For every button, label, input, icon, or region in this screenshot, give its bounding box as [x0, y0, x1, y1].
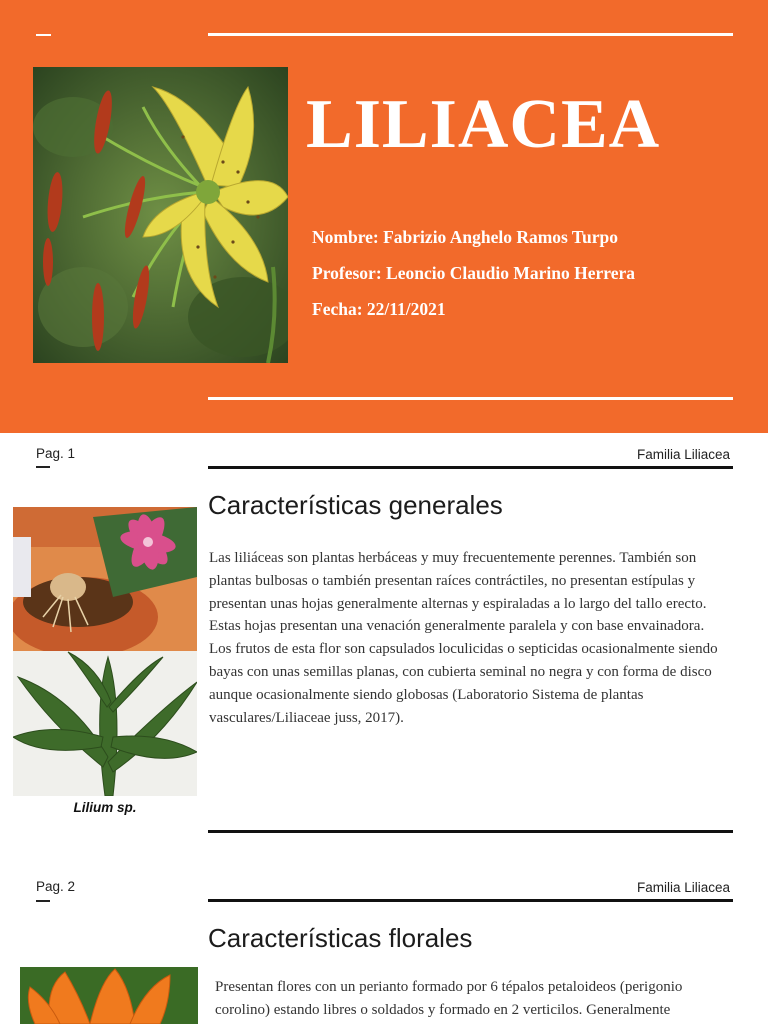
cover-title: LILIACEA [306, 86, 661, 163]
cover-dash [36, 34, 51, 36]
date: Fecha: 22/11/2021 [312, 299, 446, 319]
lily-collage-photo [13, 507, 197, 796]
page-1-header-rule [208, 466, 733, 469]
body-paragraph-florales: Presentan flores con un perianto formado por 6 tépalos petaloideos (perigonio corolino) estando libres o soldados y formado en 2 verticilos. Generalmente [215, 979, 683, 1018]
section-heading-florales: Características florales [208, 923, 473, 953]
orange-tulip-illustration [20, 967, 198, 1024]
page-1-family-label: Familia Liliacea [636, 447, 730, 462]
photo-caption: Lilium sp. [73, 800, 137, 815]
page-2-label: Pag. 2 [36, 879, 76, 894]
professor-name: Profesor: Leoncio Claudio Marino Herrera [312, 263, 636, 283]
yellow-lily-illustration [33, 67, 288, 363]
page-2-header-rule [208, 899, 733, 902]
section-heading-generales: Características generales [208, 490, 503, 520]
page-1-footer-rule [208, 830, 733, 833]
orange-tulip-photo [20, 967, 198, 1024]
cover-banner [0, 0, 768, 433]
page-2-family-label: Familia Liliacea [636, 880, 730, 895]
lilium-collage-illustration [13, 507, 197, 796]
author-name: Nombre: Fabrizio Anghelo Ramos Turpo [312, 227, 618, 247]
cover-bottom-rule [208, 397, 733, 400]
cover-lily-photo [33, 67, 288, 363]
page-2-tick [36, 900, 50, 902]
body-paragraph-generales: Las liliáceas son plantas herbáceas y muy frecuentemente perennes. También son plantas bulbosas o también presentan raíces contráctiles, no presentan estípulas y presentan unas hojas generalmente alternas y espiraladas a lo largo del tallo erecto. Estas hojas presentan una venación generalmente paralela y con base envainadora. Los frutos de esta flor son capsulados loculicidas o septicidas ocasionalmente siendo bayas con unas semillas planas, con cubierta seminal no negra y con forma de disco aunque ocasionalmente siendo globosas (Laboratorio Sistema de plantas vasculares/Liliaceae juss, 2017). [209, 550, 718, 726]
cover-top-rule [208, 33, 733, 36]
page-1-tick [36, 466, 50, 468]
page-1-label: Pag. 1 [36, 446, 76, 461]
